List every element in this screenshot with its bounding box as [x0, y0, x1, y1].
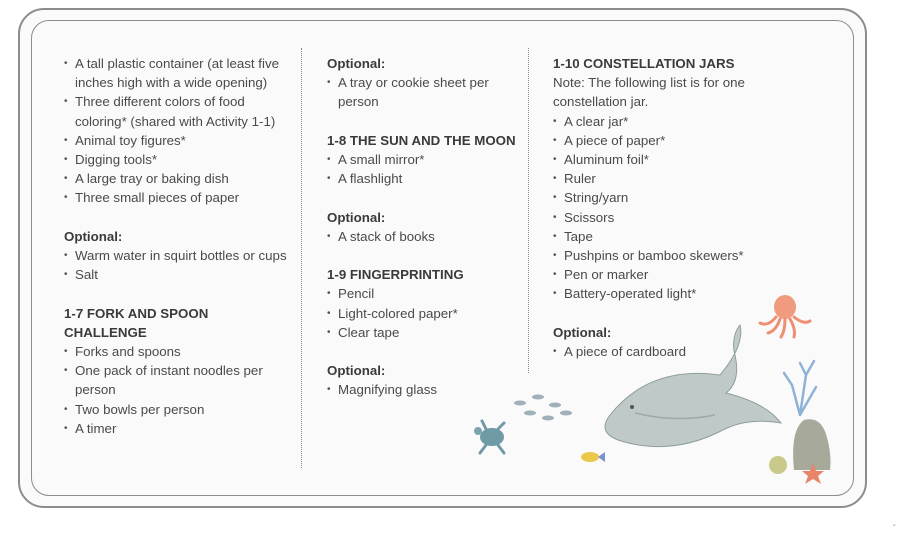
list-item: • Battery-operated light* [553, 284, 763, 303]
octopus-icon [760, 295, 810, 337]
optional-list [327, 227, 517, 246]
optional-list [327, 73, 517, 111]
supply-column-1 [64, 54, 292, 438]
list-item: • Two bowls per person [64, 400, 292, 419]
list-item: • A stack of books [327, 227, 517, 246]
list-item: • Clear tape [327, 323, 517, 342]
whale-icon [605, 325, 781, 447]
list-item: • Animal toy figures* [64, 131, 292, 150]
optional-heading: Optional: [327, 363, 386, 379]
list-item: • Forks and spoons [64, 342, 292, 361]
list-note: Note: The following list is for one constellation jar. [553, 75, 745, 110]
seaweed-icon [769, 456, 787, 474]
list-item: • Light-colored paper* [327, 304, 517, 323]
list-item: • Digging tools* [64, 150, 292, 169]
ocean-illustration [460, 285, 860, 485]
list-item: • A small mirror* [327, 150, 517, 169]
list-item: • Three small pieces of paper [64, 188, 292, 207]
list-item: • A piece of paper* [553, 131, 763, 150]
corner-mark: - [892, 520, 896, 531]
activity-1-10-list [553, 112, 763, 304]
activity-1-7-list [64, 342, 292, 438]
list-item: • Pushpins or bamboo skewers* [553, 246, 763, 265]
optional-list [64, 246, 292, 284]
list-item: • Three different colors of food coloring* (shared with Activity 1-1) [64, 92, 292, 130]
list-item: • String/yarn [553, 188, 763, 207]
optional-heading: Optional: [327, 56, 386, 71]
list-item: • Pencil [327, 284, 517, 303]
list-item: • Pen or marker [553, 265, 763, 284]
list-item: • Magnifying glass [327, 380, 517, 399]
activity-1-6-list [64, 54, 292, 208]
fish-school-icon [514, 395, 572, 421]
activity-1-8-list [327, 150, 517, 188]
section-heading-1-9: 1-9 FINGERPRINTING [327, 267, 464, 283]
optional-heading: Optional: [553, 324, 612, 340]
list-item: • A tall plastic container (at least five inches high with a wide opening) [64, 54, 292, 92]
section-heading-1-10: 1-10 CONSTELLATION JARS [553, 56, 735, 71]
list-item: • A large tray or baking dish [64, 169, 292, 188]
list-item: • A clear jar* [553, 112, 763, 131]
list-item: • A timer [64, 419, 292, 438]
turtle-icon [474, 421, 504, 453]
yellow-fish-icon [581, 452, 605, 462]
list-item: • A flashlight [327, 169, 517, 188]
list-item: • Ruler [553, 169, 763, 188]
rock-icon [793, 419, 830, 470]
list-item: • Aluminum foil* [553, 150, 763, 169]
list-item: • Tape [553, 227, 763, 246]
coral-icon [784, 361, 816, 415]
column-divider-1 [301, 48, 302, 468]
list-item: • Warm water in squirt bottles or cups [64, 246, 292, 265]
optional-heading: Optional: [64, 228, 123, 244]
list-item: • A piece of cardboard [553, 342, 763, 361]
optional-heading: Optional: [327, 209, 386, 225]
list-item: • One pack of instant noodles per person [64, 361, 292, 399]
section-heading-1-7: 1-7 FORK AND SPOON CHALLENGE [64, 305, 209, 340]
list-item: • Salt [64, 265, 292, 284]
list-item: • A tray or cookie sheet per person [327, 73, 517, 111]
list-item: • Scissors [553, 208, 763, 227]
section-heading-1-8: 1-8 THE SUN AND THE MOON [327, 132, 516, 148]
